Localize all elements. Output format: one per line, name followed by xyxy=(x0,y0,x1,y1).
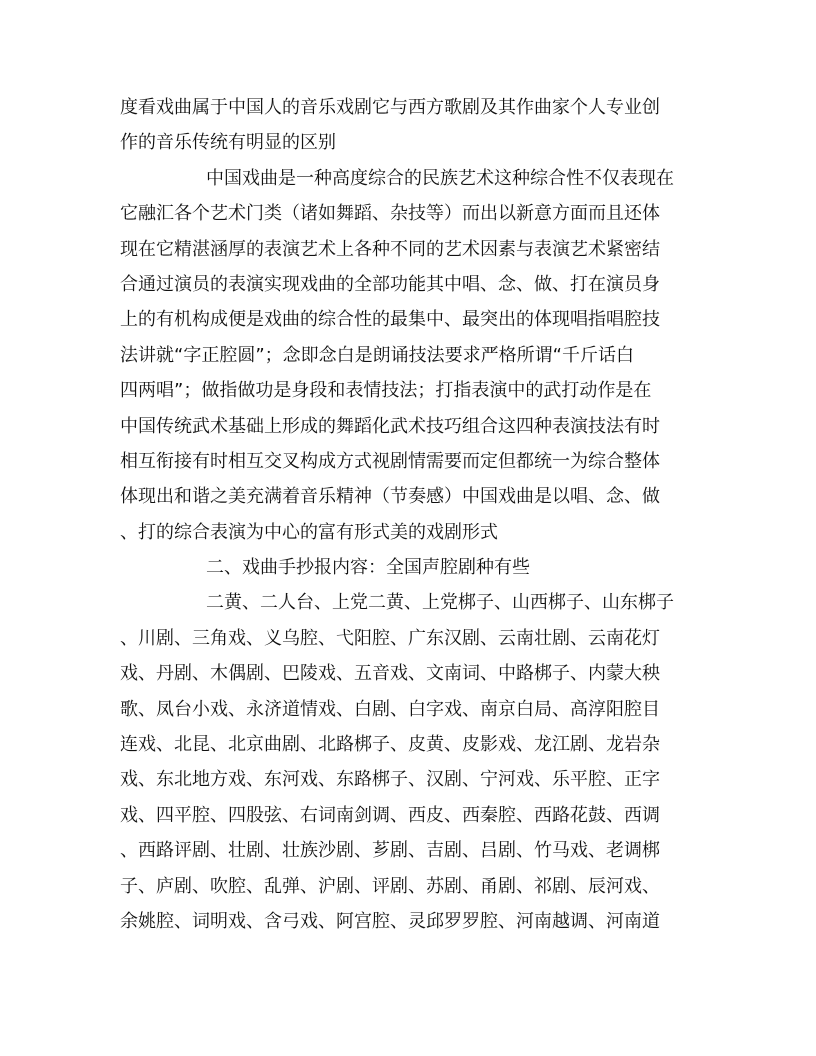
text-line: 相互衔接有时相互交叉构成方式视剧情需要而定但都统一为综合整体 xyxy=(120,450,660,472)
text-line: 四两唱”；做指做功是身段和表情技法；打指表演中的武打动作是在 xyxy=(120,380,652,402)
text-line: 、西路评剧、壮剧、壮族沙剧、芗剧、吉剧、吕剧、竹马戏、老调梆 xyxy=(120,840,660,862)
text-line: 它融汇各个艺术门类（诸如舞蹈、杂技等）而出以新意方面而且还体 xyxy=(120,203,660,225)
text-line: 体现出和谐之美充满着音乐精神（节奏感）中国戏曲是以唱、念、做 xyxy=(120,486,660,508)
text-line: 中国传统武术基础上形成的舞蹈化武术技巧组合这四种表演技法有时 xyxy=(120,415,660,437)
paragraph-first-line: 二黄、二人台、上党二黄、上党梆子、山西梆子、山东梆子 xyxy=(206,592,674,614)
section-heading: 二、戏曲手抄报内容：全国声腔剧种有些 xyxy=(206,557,530,579)
text-line: 度看戏曲属于中国人的音乐戏剧它与西方歌剧及其作曲家个人专业创 xyxy=(120,97,660,118)
paragraph-first-line: 中国戏曲是一种高度综合的民族艺术这种综合性不仅表现在 xyxy=(206,167,674,189)
text-line: 子、庐剧、吹腔、乱弹、沪剧、评剧、苏剧、甬剧、祁剧、辰河戏、 xyxy=(120,875,660,897)
body-text xyxy=(120,90,696,939)
text-line: 余姚腔、词明戏、含弓戏、阿宫腔、灵邱罗罗腔、河南越调、河南道 xyxy=(120,910,660,932)
text-line: 、打的综合表演为中心的富有形式美的戏剧形式 xyxy=(120,521,498,543)
text-line: 戏、丹剧、木偶剧、巴陵戏、五音戏、文南词、中路梆子、内蒙大秧 xyxy=(120,663,660,685)
text-line: 法讲就“字正腔圆”；念即念白是朗诵技法要求严格所谓“千斤话白 xyxy=(120,344,634,366)
text-line: 上的有机构成便是戏曲的综合性的最集中、最突出的体现唱指唱腔技 xyxy=(120,309,660,331)
text-line: 合通过演员的表演实现戏曲的全部功能其中唱、念、做、打在演员身 xyxy=(120,273,660,295)
text-line: 歌、凤台小戏、永济道情戏、白剧、白字戏、南京白局、高淳阳腔目 xyxy=(120,698,660,720)
text-line: 作的音乐传统有明显的区别 xyxy=(120,132,336,154)
text-line: 、川剧、三角戏、义乌腔、弋阳腔、广东汉剧、云南壮剧、云南花灯 xyxy=(120,627,660,649)
text-line: 连戏、北昆、北京曲剧、北路梆子、皮黄、皮影戏、龙江剧、龙岩杂 xyxy=(120,734,660,756)
text-line: 戏、四平腔、四股弦、右词南剑调、西皮、西秦腔、西路花鼓、西调 xyxy=(120,804,660,826)
text-line: 现在它精湛涵厚的表演艺术上各种不同的艺术因素与表演艺术紧密结 xyxy=(120,238,660,260)
text-line: 戏、东北地方戏、东河戏、东路梆子、汉剧、宁河戏、乐平腔、正字 xyxy=(120,769,660,791)
